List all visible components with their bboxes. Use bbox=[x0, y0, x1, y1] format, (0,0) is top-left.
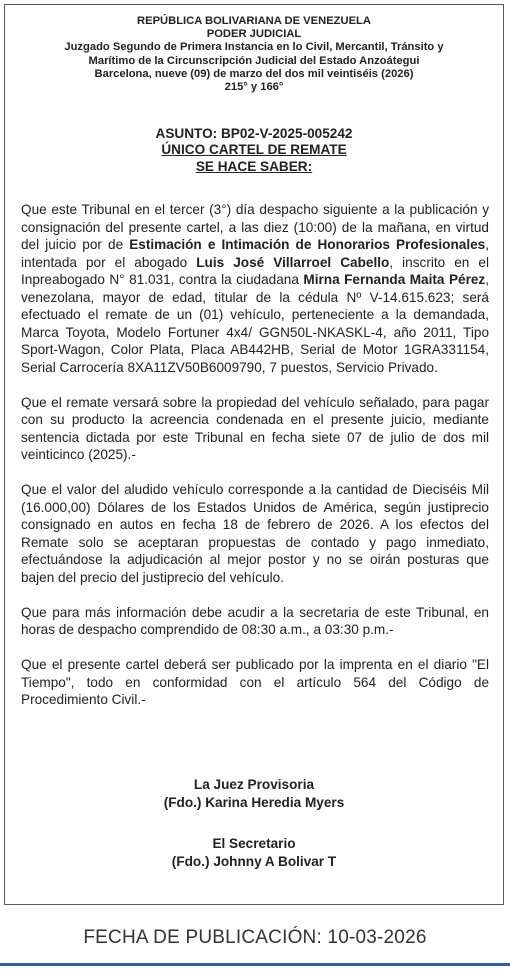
paragraph-information: Que para más información debe acudir a la secretaria de este Tribunal, en horas de despacho comprendido de 08:30 a.m., a 03:30 p.m.- bbox=[21, 604, 489, 637]
defendant-name: Mirna Fernanda Maita Pérez bbox=[303, 272, 486, 287]
judge-signature bbox=[5, 776, 503, 812]
paragraph-auction-purpose: Que el remate versará sobre la propiedad del vehículo señalado, para pagar con su producto la acreencia condenada en el presente juicio, mediante sentencia dictada por este Tribunal en fecha siete 07 de julio de dos mil veinticinco (2025).- bbox=[21, 394, 489, 462]
judge-name: (Fdo.) Karina Heredia Myers bbox=[163, 795, 345, 811]
publication-date: FECHA DE PUBLICACIÓN: 10-03-2026 bbox=[83, 927, 427, 948]
case-type: Estimación e Intimación de Honorarios Profesionales bbox=[129, 237, 486, 252]
secretary-name: (Fdo.) Johnny A Bolivar T bbox=[171, 854, 337, 870]
paragraph-publication: Que el presente cartel deberá ser publicado por la imprenta en el diario "El Tiempo", todo en conformidad con el artículo 564 del Código de Procedimiento Civil.- bbox=[21, 657, 489, 707]
header-date: Barcelona, nueve (09) de marzo del dos mil veintiséis (2026) bbox=[94, 67, 414, 80]
header-jurisdiction: Marítimo de la Circunscripción Judicial del Estado Anzoátegui bbox=[88, 54, 420, 67]
header-judicial-power: PODER JUDICIAL bbox=[206, 28, 302, 41]
notice-frame bbox=[4, 4, 504, 905]
court-header bbox=[5, 15, 503, 94]
notice-subtitle: SE HACE SABER: bbox=[195, 158, 313, 174]
paragraph-vehicle-value: Que el valor del aludido vehículo corresponde a la cantidad de Dieciséis Mil (16.000,00) Dólares de los Estados Unidos de América, según justiprecio consignado en autos en fecha 18 de febrero de 2026. A los efectos del Remate solo se aceptaran propuestas de contado y pago inmediato, efectuándose la adjudicación al mejor postor y no se oirán posturas que bajen del precio del justiprecio del vehículo. bbox=[21, 482, 489, 585]
case-heading bbox=[5, 126, 503, 175]
paragraph-auction-details: Que este Tribunal en el tercer (3°) día despacho siguiente a la publicación y consignación del presente cartel, a las diez (10:00) de la mañana, en virtud del juicio por de Estimación e Intimación de Honorarios Profesionales, intentada por el abogado Luis José Villarroel Cabello, inscrito en el Inpreabogado N° 81.031, contra la ciudadana Mirna Fernanda Maita Pérez, venezolana, mayor de edad, titular de la cédula Nº V-14.615.623; será efectuado el remate de un (01) vehículo, perteneciente a la demandada, Marca Toyota, Modelo Fortuner 4x4/ GGN50L-NKASKL-4, año 2011, Tipo Sport-Wagon, Color Plata, Placa AB442HB, Serial de Motor 1GRA331154, Serial Carrocería 8XA11ZV50B6009790, 7 puestos, Servicio Privado. bbox=[21, 202, 489, 375]
case-number: ASUNTO: BP02-V-2025-005242 bbox=[155, 126, 353, 141]
secretary-title: El Secretario bbox=[212, 836, 296, 851]
attorney-name: Luis José Villarroel Cabello bbox=[196, 254, 390, 270]
notice-body bbox=[21, 201, 489, 709]
header-court-name: Juzgado Segundo de Primera Instancia en lo Civil, Mercantil, Tránsito y bbox=[64, 41, 444, 54]
footer-bar bbox=[0, 963, 510, 966]
notice-title: ÚNICO CARTEL DE REMATE bbox=[161, 142, 347, 158]
secretary-signature bbox=[5, 835, 503, 871]
judge-title: La Juez Provisoria bbox=[193, 777, 315, 792]
header-years: 215° y 166° bbox=[224, 81, 284, 94]
header-republic: REPÚBLICA BOLIVARIANA DE VENEZUELA bbox=[137, 15, 371, 27]
